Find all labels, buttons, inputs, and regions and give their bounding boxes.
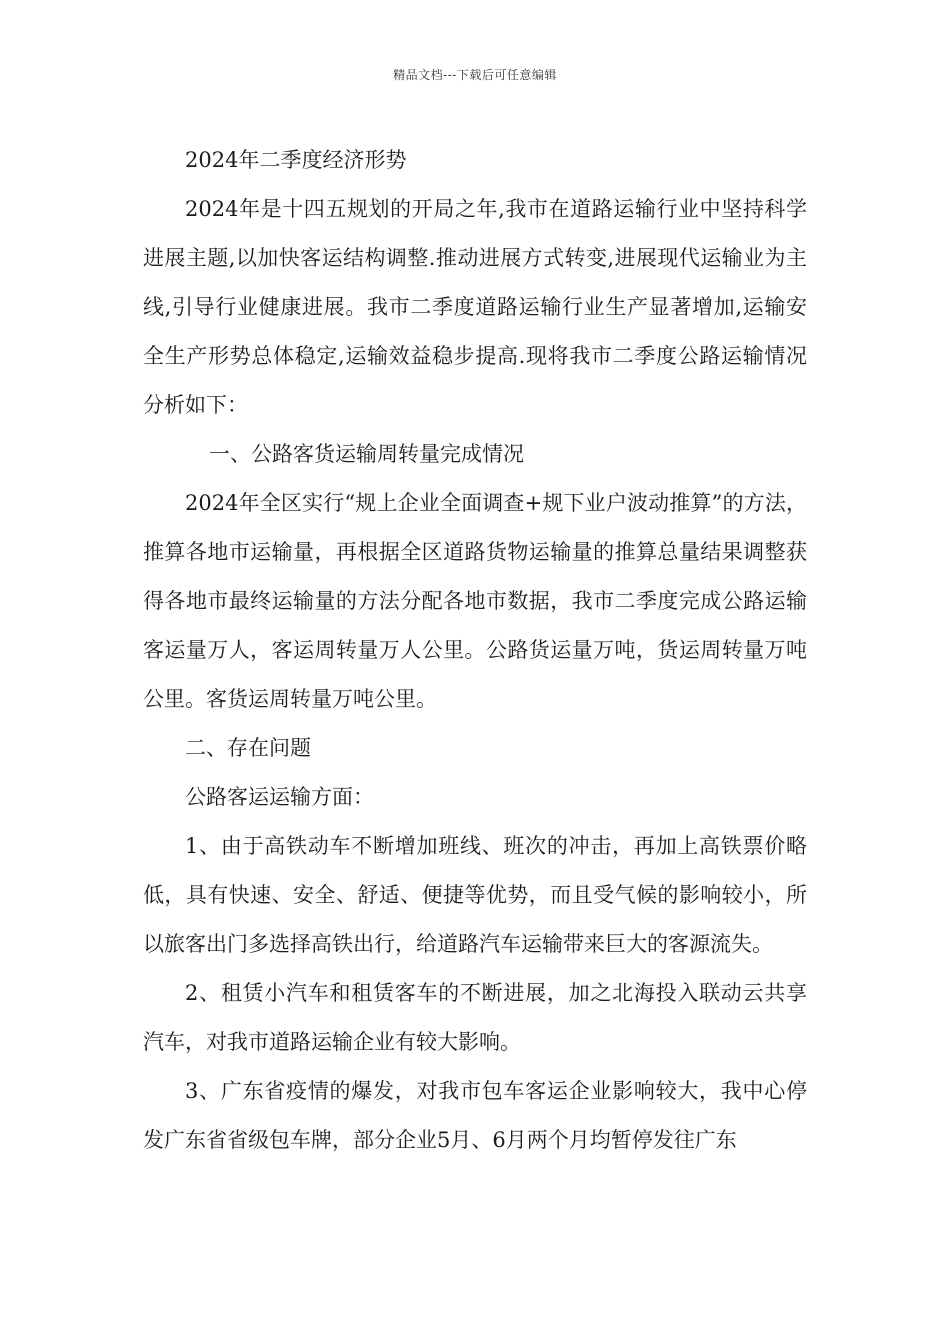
section-1-paragraph: 2024年全区实行“规上企业全面调查+规下业户波动推算”的方法，推算各地市运输量，再根据全区道路货物运输量的推算总量结果调整获得各地市最终运输量的方法分配各地市数据，我市二季度完成公路运输客运量万人，客运周转量万人公里。公路货运量万吨，货运周转量万吨公里。客货运周转量万吨公里。 bbox=[143, 491, 807, 711]
intro-paragraph: 2024年是十四五规划的开局之年,我市在道路运输行业中坚持科学进展主题,以加快客运结构调整.推动进展方式转变,进展现代运输业为主线,引导行业健康进展。我市二季度道路运输行业生产显著增加,运输安全生产形势总体稳定,运输效益稳步提高.现将我市二季度公路运输情况分析如下： bbox=[143, 197, 807, 417]
section-2-heading: 二、存在问题 bbox=[185, 736, 311, 760]
passenger-transport-subheading: 公路客运运输方面： bbox=[185, 785, 374, 809]
issue-item-3: 3、广东省疫情的爆发，对我市包车客运企业影响较大，我中心停发广东省省级包车牌，部分企业5月、6月两个月均暂停发往广东 bbox=[143, 1079, 807, 1152]
issue-item-2: 2、租赁小汽车和租赁客车的不断进展，加之北海投入联动云共享汽车，对我市道路运输企业有较大影响。 bbox=[143, 981, 807, 1054]
document-body bbox=[143, 136, 807, 1165]
section-1-heading: 一、公路客货运输周转量完成情况 bbox=[209, 442, 524, 466]
issue-item-1: 1、由于高铁动车不断增加班线、班次的冲击，再加上高铁票价略低，具有快速、安全、舒适、便捷等优势，而且受气候的影响较小，所以旅客出门多选择高铁出行，给道路汽车运输带来巨大的客源流失。 bbox=[143, 834, 807, 956]
page-header: 精品文档---下载后可任意编辑 bbox=[393, 68, 557, 82]
document-title: 2024年二季度经济形势 bbox=[185, 148, 407, 172]
